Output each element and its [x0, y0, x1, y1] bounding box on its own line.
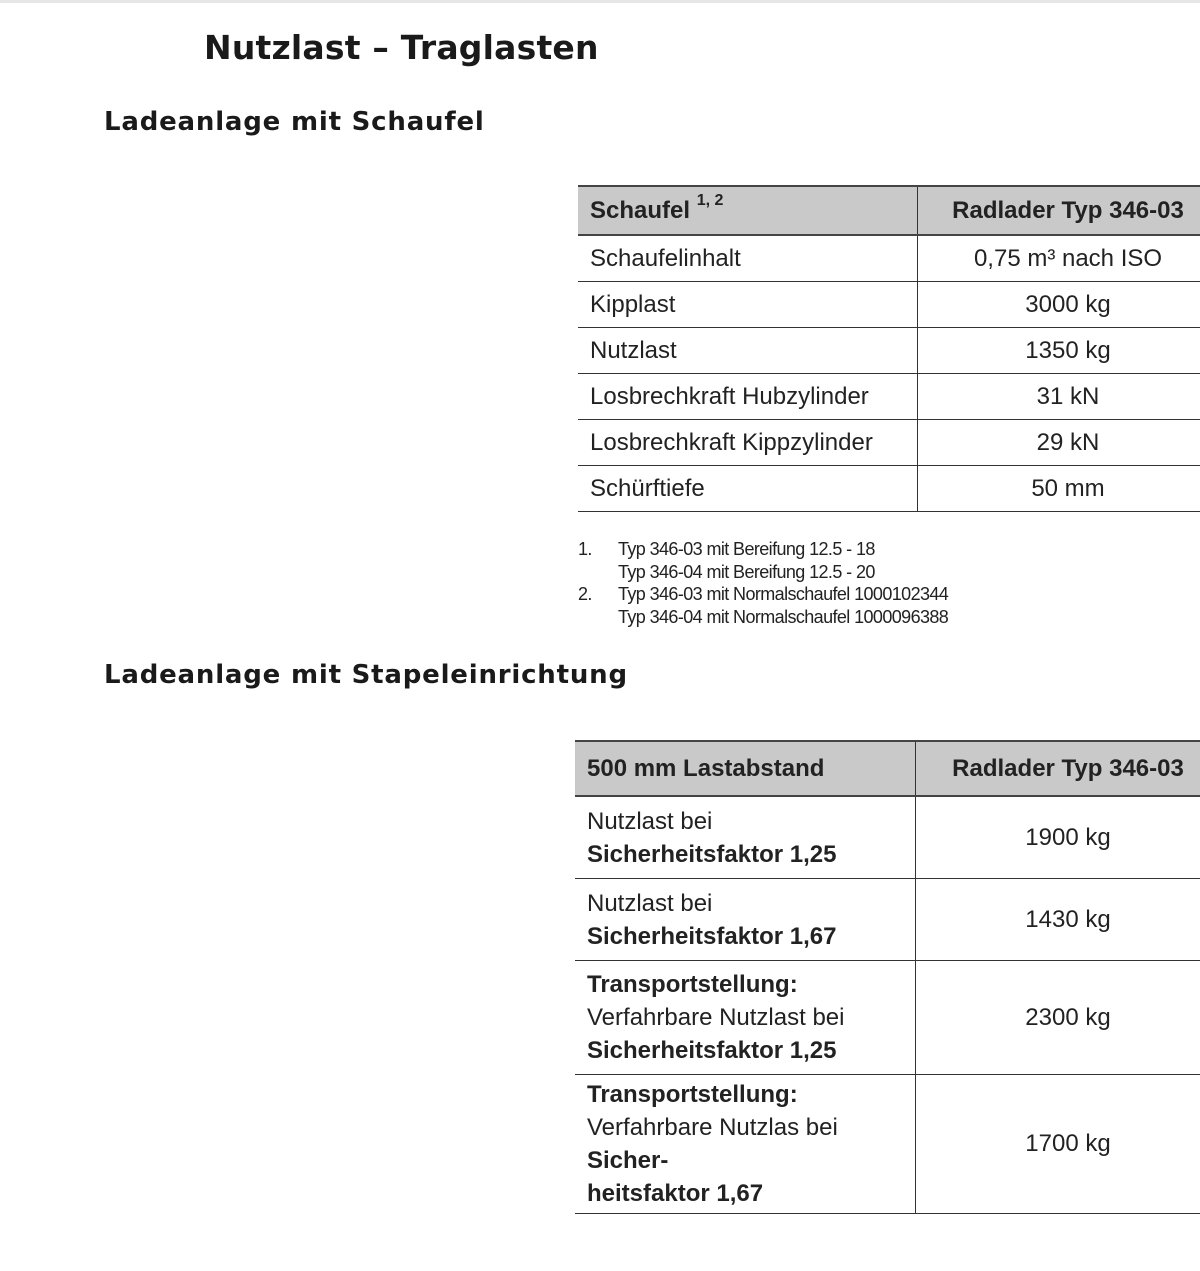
- stapel-table: [575, 740, 1200, 1214]
- row-value: 1900 kg: [916, 796, 1200, 879]
- row-label-line: Sicherheitsfaktor 1,25: [587, 1037, 837, 1064]
- row-label-line: Transportstellung:: [587, 1081, 798, 1108]
- top-rule: [0, 0, 1200, 3]
- header-value-cell: Radlader Typ 346-03: [916, 741, 1200, 796]
- header-label: Schaufel: [590, 197, 691, 224]
- table-row: [578, 235, 1200, 282]
- section-heading-schaufel: Ladeanlage mit Schaufel: [104, 107, 485, 137]
- row-value: 29 kN: [918, 420, 1200, 466]
- table-row: [575, 796, 1200, 879]
- row-label-fragment: Sicher-: [587, 1147, 669, 1174]
- row-value: 1350 kg: [918, 328, 1200, 374]
- table-row: [575, 879, 1200, 961]
- row-label: [575, 961, 916, 1075]
- table-row: [578, 374, 1200, 420]
- table-header-row: [578, 186, 1200, 235]
- row-label: [575, 1075, 916, 1214]
- row-label-line: Sicherheitsfaktor 1,25: [587, 840, 837, 868]
- row-label-line: Nutzlast bei: [587, 807, 713, 835]
- table-row: [575, 961, 1200, 1075]
- footnote-number: 2.: [578, 584, 592, 604]
- row-label-line: [587, 1111, 903, 1177]
- row-label: Schürftiefe: [578, 466, 918, 512]
- footnote-line: Typ 346-03 mit Bereifung 12.5 - 18: [618, 539, 875, 559]
- header-value-cell: Radlader Typ 346-03: [918, 186, 1200, 235]
- row-value: 31 kN: [918, 374, 1200, 420]
- row-label-line: Verfahrbare Nutzlast bei: [587, 1004, 845, 1031]
- row-value: 1430 kg: [916, 879, 1200, 961]
- row-value: 2300 kg: [916, 961, 1200, 1075]
- header-label-cell: [578, 186, 918, 235]
- row-label-line: Nutzlast bei: [587, 889, 713, 917]
- row-value: 1700 kg: [916, 1075, 1200, 1214]
- header-footnote-ref: 1, 2: [696, 192, 724, 209]
- row-label: Nutzlast: [578, 328, 918, 374]
- table-header-row: [575, 741, 1200, 796]
- table-row: [575, 1075, 1200, 1214]
- footnotes: [578, 538, 948, 628]
- row-label-line: Transportstellung:: [587, 971, 798, 998]
- schaufel-table: [578, 185, 1200, 512]
- footnote-line: Typ 346-04 mit Normalschaufel 1000096388: [618, 606, 949, 627]
- section-heading-stapel: Ladeanlage mit Stapeleinrichtung: [104, 660, 628, 690]
- footnote: [578, 538, 948, 583]
- table-row: [578, 420, 1200, 466]
- footnote-line: Typ 346-03 mit Normalschaufel 1000102344: [618, 584, 949, 604]
- footnote: [578, 583, 948, 628]
- row-label: Losbrechkraft Kippzylinder: [578, 420, 918, 466]
- row-label-fragment: Verfahrbare Nutzlas bei: [587, 1114, 838, 1141]
- row-label-line: Sicherheitsfaktor 1,67: [587, 922, 837, 950]
- footnote-number: 1.: [578, 539, 592, 559]
- row-value: 3000 kg: [918, 282, 1200, 328]
- row-value: 0,75 m³ nach ISO: [918, 235, 1200, 282]
- row-label: Schaufelinhalt: [578, 235, 918, 282]
- table-row: [578, 328, 1200, 374]
- row-value: 50 mm: [918, 466, 1200, 512]
- table-row: [578, 466, 1200, 512]
- header-label-cell: 500 mm Lastabstand: [575, 741, 916, 796]
- row-label: Losbrechkraft Hubzylinder: [578, 374, 918, 420]
- row-label: Kipplast: [578, 282, 918, 328]
- row-label: [575, 796, 916, 879]
- row-label: [575, 879, 916, 961]
- footnote-line: Typ 346-04 mit Bereifung 12.5 - 20: [618, 561, 875, 582]
- row-label-line: heitsfaktor 1,67: [587, 1180, 764, 1207]
- page-title: Nutzlast – Traglasten: [204, 28, 599, 67]
- table-row: [578, 282, 1200, 328]
